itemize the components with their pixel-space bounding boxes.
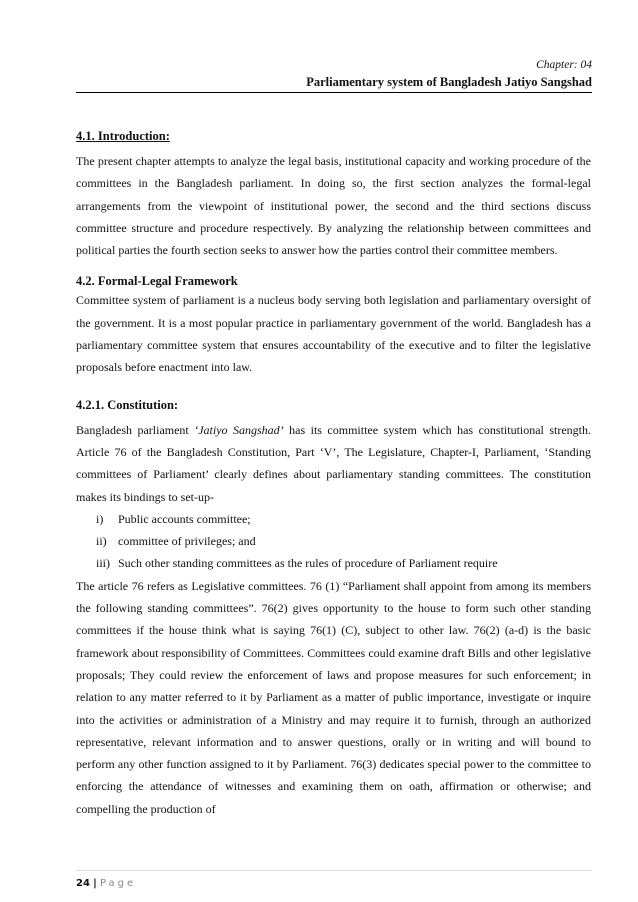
committee-list xyxy=(76,508,591,575)
intro-heading: 4.1. Introduction: xyxy=(76,129,170,143)
footer-rule xyxy=(76,870,592,871)
page-footer xyxy=(76,878,136,889)
list-item-text: Such other standing committees as the rules of procedure of Parliament require xyxy=(118,556,498,571)
constitution-text-italic: ‘Jatiyo Sangshad’ xyxy=(194,422,284,437)
list-item xyxy=(96,508,591,530)
list-item-number: iii) xyxy=(96,556,110,571)
list-item-text: committee of privileges; and xyxy=(118,534,256,549)
constitution-paragraph xyxy=(76,419,591,508)
constitution-text-pre: Bangladesh parliament xyxy=(76,422,195,437)
page-label: Page xyxy=(99,878,137,889)
page-number: 24 xyxy=(76,878,90,889)
list-item xyxy=(96,552,591,574)
constitution-text-post: has its committee system which has constitutional strength. Article 76 of the Bangladesh Constitution, Part ‘V’, The Legislature, Chapter-I, Parliament, ‘Standing committees of Parliament’ clearly defines about parliamentary standing committees. The constitution makes its bindings to set-up- xyxy=(76,422,592,504)
list-item xyxy=(96,530,591,552)
list-item-number: i) xyxy=(96,511,104,526)
header-rule xyxy=(76,92,592,93)
page-header xyxy=(76,58,592,90)
list-item-number: ii) xyxy=(96,534,107,549)
intro-paragraph: The present chapter attempts to analyze the legal basis, institutional capacity and working procedure of the committees in the Bangladesh parliament. In doing so, the first section analyzes the formal-legal arrangements from the viewpoint of institutional power, the second and the third sections discuss committee structure and procedure respectively. By analyzing the relationship between committees and political parties the fourth section seeks to answer how the parties control their committee members. xyxy=(76,154,591,258)
chapter-label: Chapter: 04 xyxy=(536,59,592,71)
running-title: Parliamentary system of Bangladesh Jatiyo Sangshad xyxy=(306,75,592,89)
framework-heading: 4.2. Formal-Legal Framework xyxy=(76,274,238,289)
page-content xyxy=(76,128,591,820)
constitution-heading: 4.2.1. Constitution: xyxy=(76,397,179,412)
list-item-text: Public accounts committee; xyxy=(118,511,251,526)
footer-separator: | xyxy=(93,878,97,889)
article-paragraph: The article 76 refers as Legislative committees. 76 (1) “Parliament shall appoint from among its members the following standing committees”. 76(2) gives opportunity to the house to form such other standing committees if the house think what is saying 76(1) (C), subject to other law. 76(2) (a-d) is the basic framework about responsibility of Committees. Committees could examine draft Bills and other legislative proposals; They could review the enforcement of laws and propose measures for such enforcement; in relation to any matter referred to it by Parliament as a matter of public importance, investigate or inquire into the activities or administration of a Ministry and may require it to furnish, through an authorized representative, relevant information and to answer questions, orally or in writing and will bound to perform any other function assigned to it by Parliament. 76(3) dedicates special power to the committee to enforcing the attendance of witnesses and examining them on oath, affirmation or otherwise; and compelling the production of xyxy=(76,578,591,816)
framework-paragraph: Committee system of parliament is a nucleus body serving both legislation and parliamentary oversight of the government. It is a most popular practice in parliamentary government of the world. Bangladesh has a parliamentary committee system that ensures accountability of the executive and to filter the legislative proposals before enactment into law. xyxy=(76,293,591,375)
